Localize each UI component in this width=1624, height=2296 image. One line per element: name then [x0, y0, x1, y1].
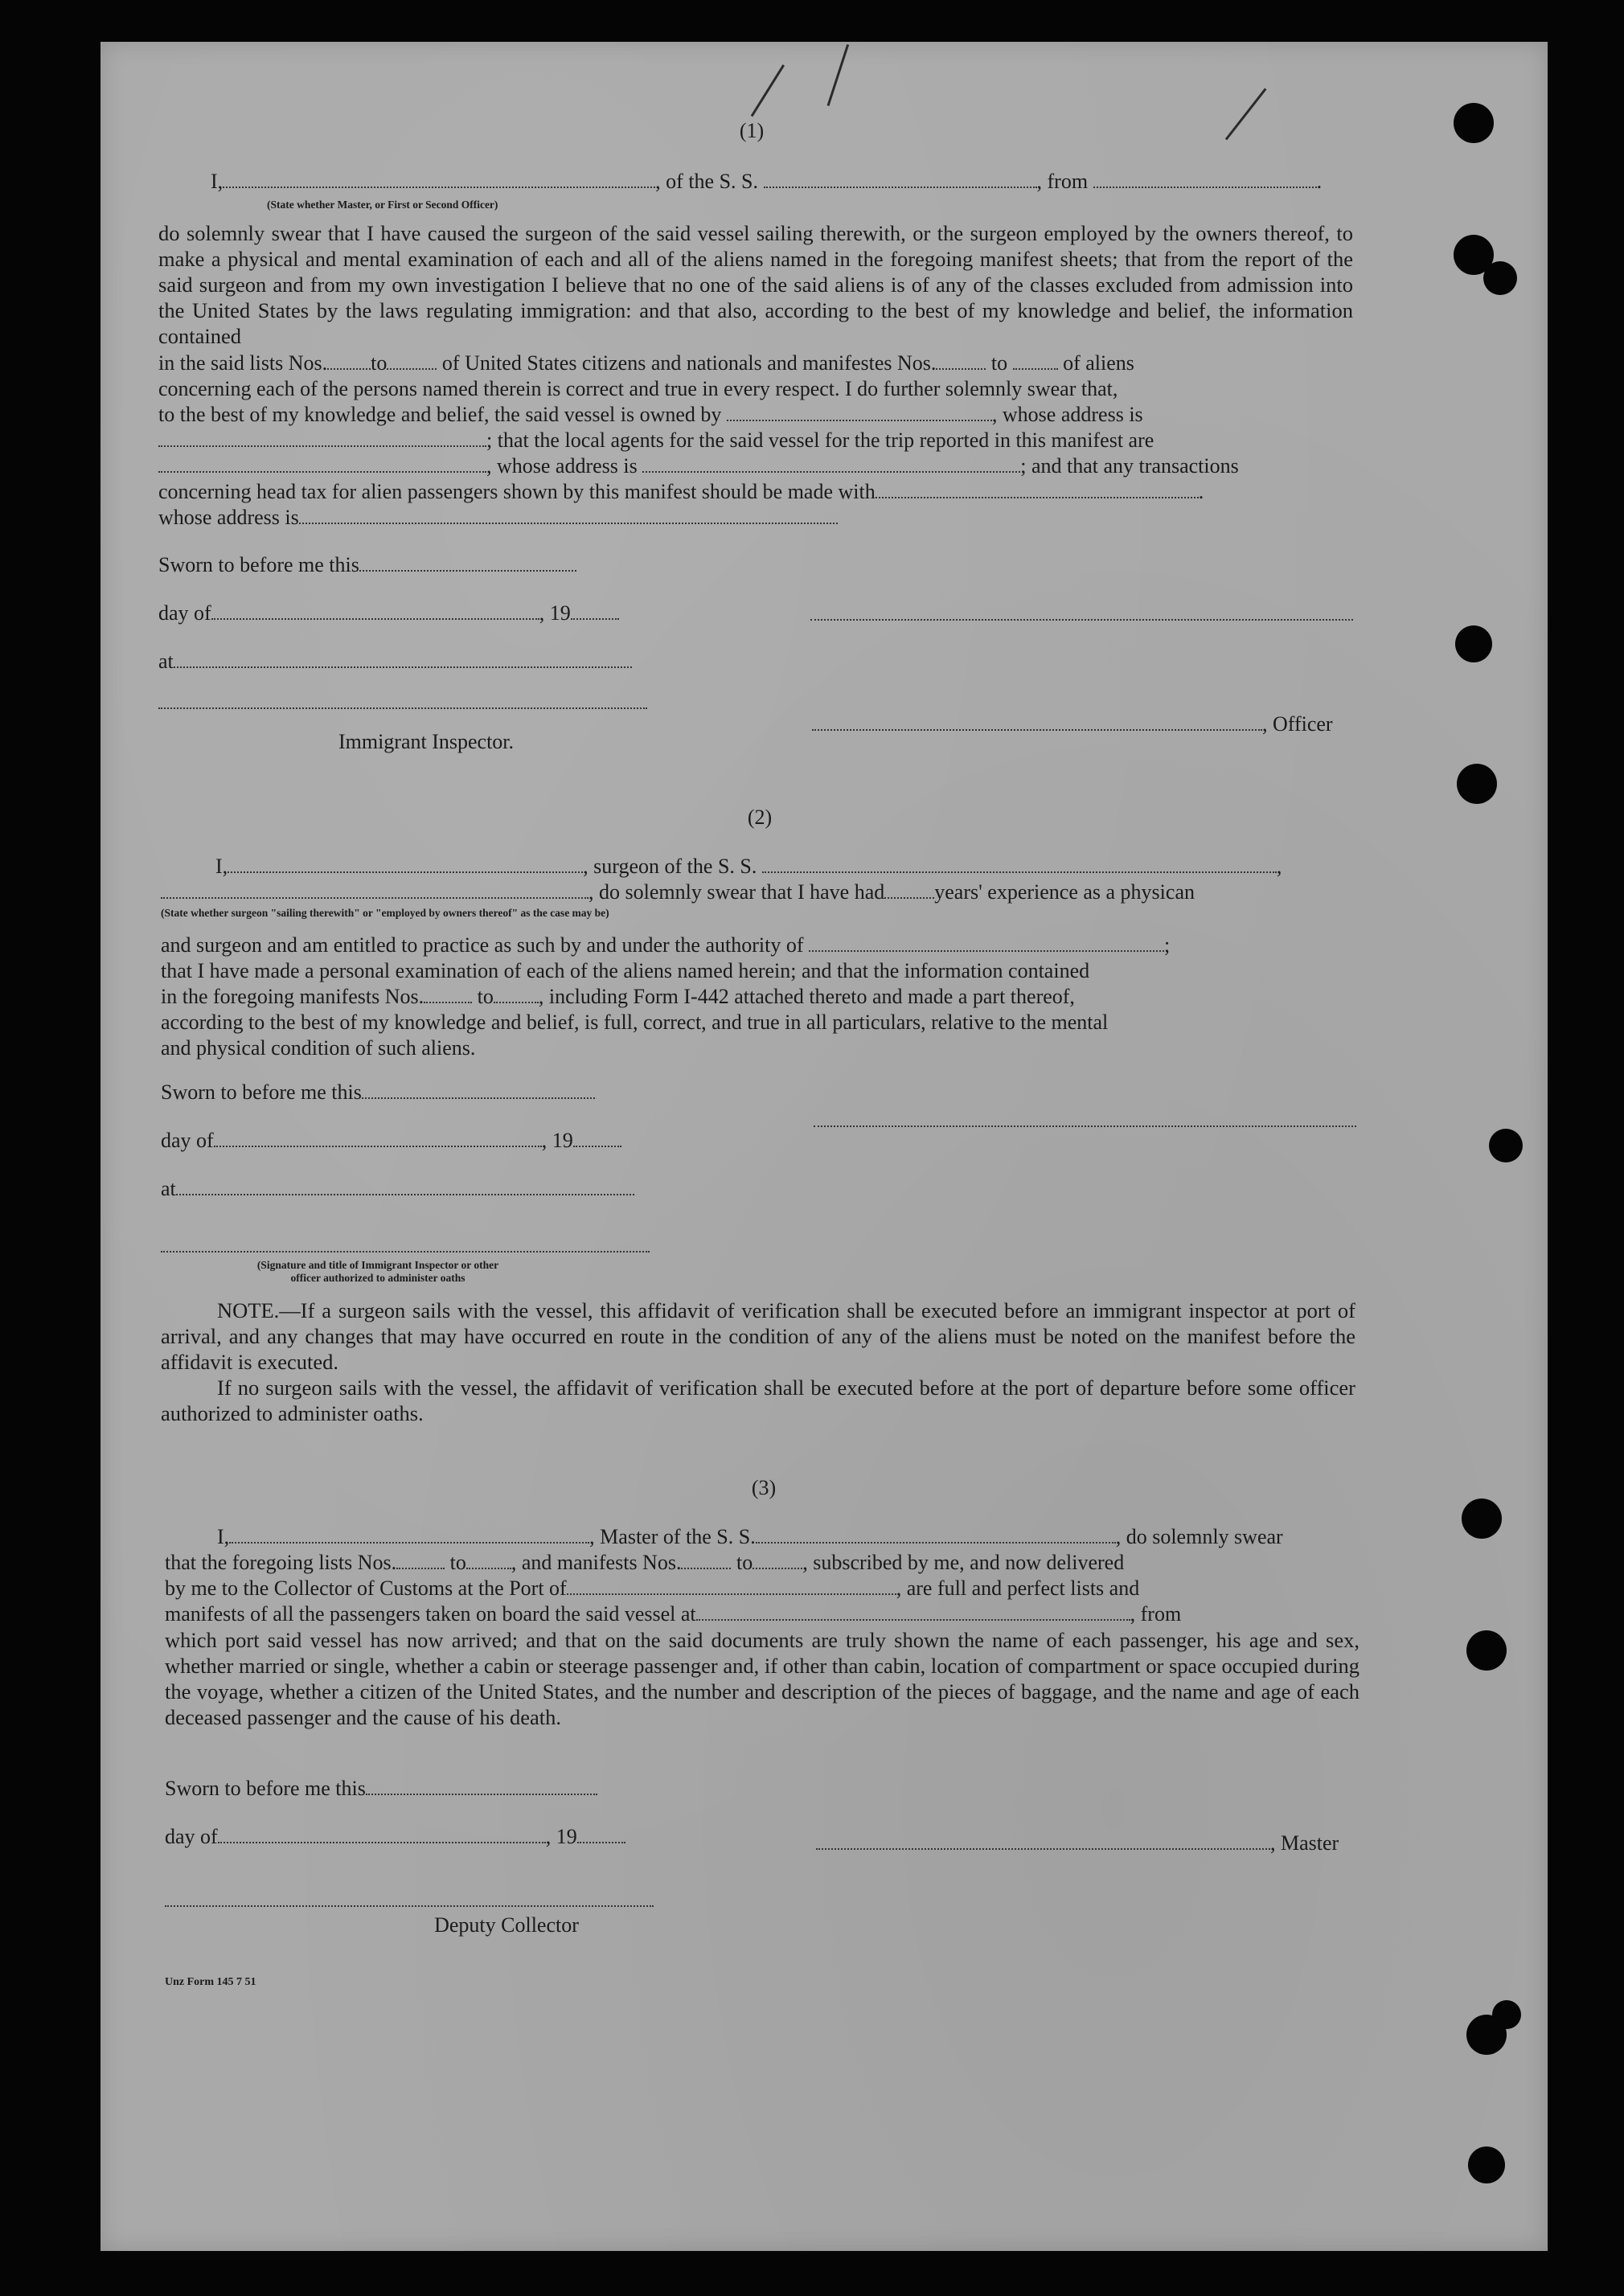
signature-line — [810, 619, 1353, 621]
punch-hole — [1489, 1129, 1523, 1162]
s2-line-i: I, , surgeon of the S. S. , — [215, 855, 1282, 878]
inspector-label: Immigrant Inspector. — [338, 730, 515, 753]
sworn-label — [165, 1777, 597, 1801]
label: in the said lists Nos. — [158, 351, 328, 375]
sworn-label — [161, 1080, 595, 1105]
label: , Master of the S. S. — [589, 1525, 756, 1548]
sworn-label — [158, 553, 576, 577]
label: years' experience as a physican — [934, 880, 1195, 904]
blank-whose-address — [299, 506, 838, 524]
s3-board-line — [165, 1601, 1181, 1627]
punch-hole — [1454, 103, 1494, 143]
blank-departure-port — [696, 1603, 1130, 1621]
label: to — [371, 351, 388, 375]
section-number: (3) — [751, 1476, 777, 1499]
blank-years — [884, 881, 934, 899]
signature-hint: (Signature and title of Immigrant Inspector or other — [256, 1259, 499, 1271]
label: ; that the local agents for the said vessel for the trip reported in this manifest are — [486, 428, 1154, 452]
day-of-label — [161, 1129, 621, 1153]
paragraph-text: If no surgeon sails with the vessel, the affidavit of verification shall be executed before at the port of departure before some officer authorized to administer oaths. — [161, 1376, 1355, 1425]
blank — [396, 1552, 445, 1569]
label: day of — [161, 1129, 214, 1152]
paragraph-text: NOTE.—If a surgeon sails with the vessel, this affidavit of verification shall be executed before an immigrant inspector at port of arrival, and any changes that may have occurred en route in the condition of any of the aliens must be noted on the manifest before the affidavit is executed. — [161, 1298, 1355, 1374]
punch-hole — [1483, 261, 1517, 295]
label: of United States citizens and nationals and manifestes Nos. — [441, 351, 937, 375]
label: by me to the Collector of Customs at the Port of — [165, 1576, 567, 1600]
label: manifests of all the passengers taken on board the said vessel at — [165, 1602, 696, 1626]
label: , whose address is — [991, 403, 1143, 426]
s2-manifests-line — [161, 984, 1075, 1010]
blank-day — [214, 1130, 542, 1147]
blank-at — [176, 1178, 634, 1195]
blank-master-signature — [816, 1832, 1270, 1850]
s1-lists-line — [158, 351, 1134, 376]
blank-sworn — [366, 1777, 597, 1795]
label: day of — [165, 1825, 218, 1848]
s1-agents-line — [158, 428, 1154, 453]
label: , are full and perfect lists and — [896, 1576, 1140, 1600]
s1-owner-line — [158, 402, 1143, 428]
blank-at — [174, 650, 632, 668]
punch-hole — [1466, 1630, 1507, 1671]
label: , whose address is — [486, 454, 638, 478]
label: at — [158, 650, 174, 673]
label: to the best of my knowledge and belief, the said vessel is owned by — [158, 403, 722, 426]
blank-day — [211, 602, 539, 620]
label: , do solemnly swear — [1115, 1525, 1283, 1548]
label: I, — [211, 170, 224, 193]
label: , and manifests Nos. — [511, 1551, 682, 1574]
blank — [681, 1552, 731, 1569]
inspector-signature-line — [158, 707, 647, 709]
label: , from — [1130, 1602, 1182, 1626]
s1-headtax-line: concerning head tax for alien passengers shown by this manifest should be made with . — [158, 480, 1204, 503]
blank-vessel — [764, 170, 1037, 188]
label: , 19 — [541, 1129, 573, 1152]
section-number: (2) — [747, 806, 773, 829]
label: in the foregoing manifests Nos. — [161, 985, 424, 1008]
blank-address — [158, 429, 486, 447]
label: , 19 — [539, 601, 571, 625]
blank-agent-address — [642, 455, 1020, 473]
inspector-signature-line — [161, 1251, 650, 1253]
blank-year — [571, 602, 619, 620]
paragraph-text: do solemnly swear that I have caused the surgeon of the said vessel sailing therewith, or the surgeon employed by the owners thereof, to make a physical and mental examination of each and all of the aliens named in the foregoing manifest sheets; that from the report of the said surgeon and from my own investigation I believe that no one of the said aliens is of any of the classes excluded from admission into the United States by the laws regulating immigration: and that also, according to the best of my knowledge and belief, the information contained — [158, 221, 1353, 348]
blank — [494, 986, 539, 1003]
blank — [753, 1552, 802, 1569]
label: Sworn to before me this — [165, 1777, 366, 1800]
s3-lists-line — [165, 1550, 1124, 1576]
s2-line: and physical condition of such aliens. — [161, 1036, 476, 1060]
s1-paragraph — [158, 220, 1353, 349]
label: I, — [217, 1525, 230, 1548]
s3-line-i — [217, 1524, 1283, 1550]
label: , including Form I-442 attached thereto and made a part thereof, — [538, 985, 1075, 1008]
label: , from — [1036, 170, 1089, 193]
s3-port-line — [165, 1576, 1139, 1601]
blank-year — [573, 1130, 621, 1147]
blank-agents — [158, 455, 486, 473]
blank-sworn — [362, 1081, 595, 1099]
label: , subscribed by me, and now delivered — [802, 1551, 1125, 1574]
form-number: Unz Form 145 7 51 — [165, 1976, 256, 1988]
blank-surgeon-name — [228, 855, 583, 873]
label: concerning head tax for alien passengers shown by this manifest should be made with — [158, 480, 876, 503]
blank — [327, 352, 371, 370]
s2-auth-line: and surgeon and am entitled to practice as such by and under the authority of ; — [161, 933, 1171, 957]
master-line — [816, 1831, 1339, 1855]
officer-line — [812, 712, 1333, 736]
signature-line — [814, 1125, 1356, 1127]
punch-hole — [1455, 625, 1492, 662]
label: Sworn to before me this — [158, 553, 359, 576]
blank-vessel — [756, 1526, 1116, 1544]
blank-port — [567, 1577, 896, 1595]
label: that the foregoing lists Nos. — [165, 1551, 397, 1574]
blank — [1013, 352, 1058, 370]
s1-whose-line — [158, 505, 838, 531]
at-label — [161, 1177, 634, 1201]
blank — [936, 352, 986, 370]
blank-headtax — [876, 481, 1199, 498]
blank-master-name — [229, 1526, 589, 1544]
label: to — [990, 351, 1008, 375]
at-label — [158, 650, 632, 674]
punch-hole — [1457, 764, 1497, 804]
punch-hole — [1492, 2000, 1521, 2029]
label: , do solemnly swear that I have had — [588, 880, 885, 904]
label: , Master — [1270, 1831, 1339, 1855]
punch-hole — [1462, 1499, 1502, 1539]
label: to — [449, 1551, 466, 1574]
s1-address-line — [158, 453, 1239, 479]
blank-officer — [223, 170, 655, 188]
s2-line: according to the best of my knowledge and belief, is full, correct, and true in all particulars, relative to the mental — [161, 1011, 1109, 1034]
blank-day — [218, 1826, 546, 1843]
s1-line-i: I, , of the S. S. , from . — [211, 170, 1323, 193]
label: to — [736, 1551, 753, 1574]
blank-vessel — [762, 855, 1277, 873]
blank-year — [577, 1826, 625, 1843]
label: to — [477, 985, 494, 1008]
label: day of — [158, 601, 211, 625]
label: , surgeon of the S. S. — [583, 855, 757, 878]
blank-sworn — [359, 554, 576, 572]
blank — [466, 1552, 511, 1569]
blank-from — [1093, 170, 1317, 188]
signature-hint: officer authorized to administer oaths — [290, 1272, 465, 1284]
s2-line: that I have made a personal examination of each of the aliens named herein; and that the information contained — [161, 959, 1090, 982]
day-of-label — [158, 601, 619, 625]
label: I, — [215, 855, 228, 878]
field-hint: (State whether Master, or First or Second Officer) — [267, 199, 498, 211]
blank — [424, 986, 472, 1003]
s2-line-swear — [161, 879, 1195, 905]
label: , 19 — [545, 1825, 577, 1848]
label: , Officer — [1262, 712, 1333, 736]
paragraph-text: which port said vessel has now arrived; and that on the said documents are truly shown the name of each passenger, his age and sex, whether married or single, whether a cabin or steerage passenger and, if other than cabin, location of compartment or space occupied during the voyage, whether a citizen of the United States, and the number and description of the pieces of baggage, and the name and age of each deceased passenger and the cause of his death. — [165, 1628, 1359, 1729]
deputy-collector-label: Deputy Collector — [434, 1913, 579, 1937]
label: whose address is — [158, 506, 299, 529]
blank-surgeon-status — [161, 881, 588, 899]
note-paragraph — [161, 1298, 1355, 1375]
section-number: (1) — [739, 119, 765, 142]
label: , of the S. S. — [655, 170, 759, 193]
field-hint: (State whether surgeon "sailing therewith" or "employed by owners thereof" as the case may be) — [161, 907, 609, 919]
collector-signature-line — [165, 1905, 654, 1907]
note-paragraph — [161, 1375, 1355, 1426]
punch-hole — [1468, 2146, 1505, 2183]
blank — [387, 352, 437, 370]
label: ; and that any transactions — [1020, 454, 1239, 478]
day-of-label — [165, 1825, 625, 1849]
blank-officer-signature — [812, 713, 1262, 731]
blank-owner — [727, 404, 992, 421]
label: Sworn to before me this — [161, 1080, 362, 1104]
label: at — [161, 1177, 176, 1200]
label: and surgeon and am entitled to practice as such by and under the authority of — [161, 933, 804, 957]
blank-authority — [809, 934, 1164, 952]
s1-line: concerning each of the persons named therein is correct and true in every respect. I do further solemnly swear that, — [158, 377, 1118, 400]
s3-paragraph — [165, 1627, 1359, 1730]
label: of aliens — [1063, 351, 1134, 375]
